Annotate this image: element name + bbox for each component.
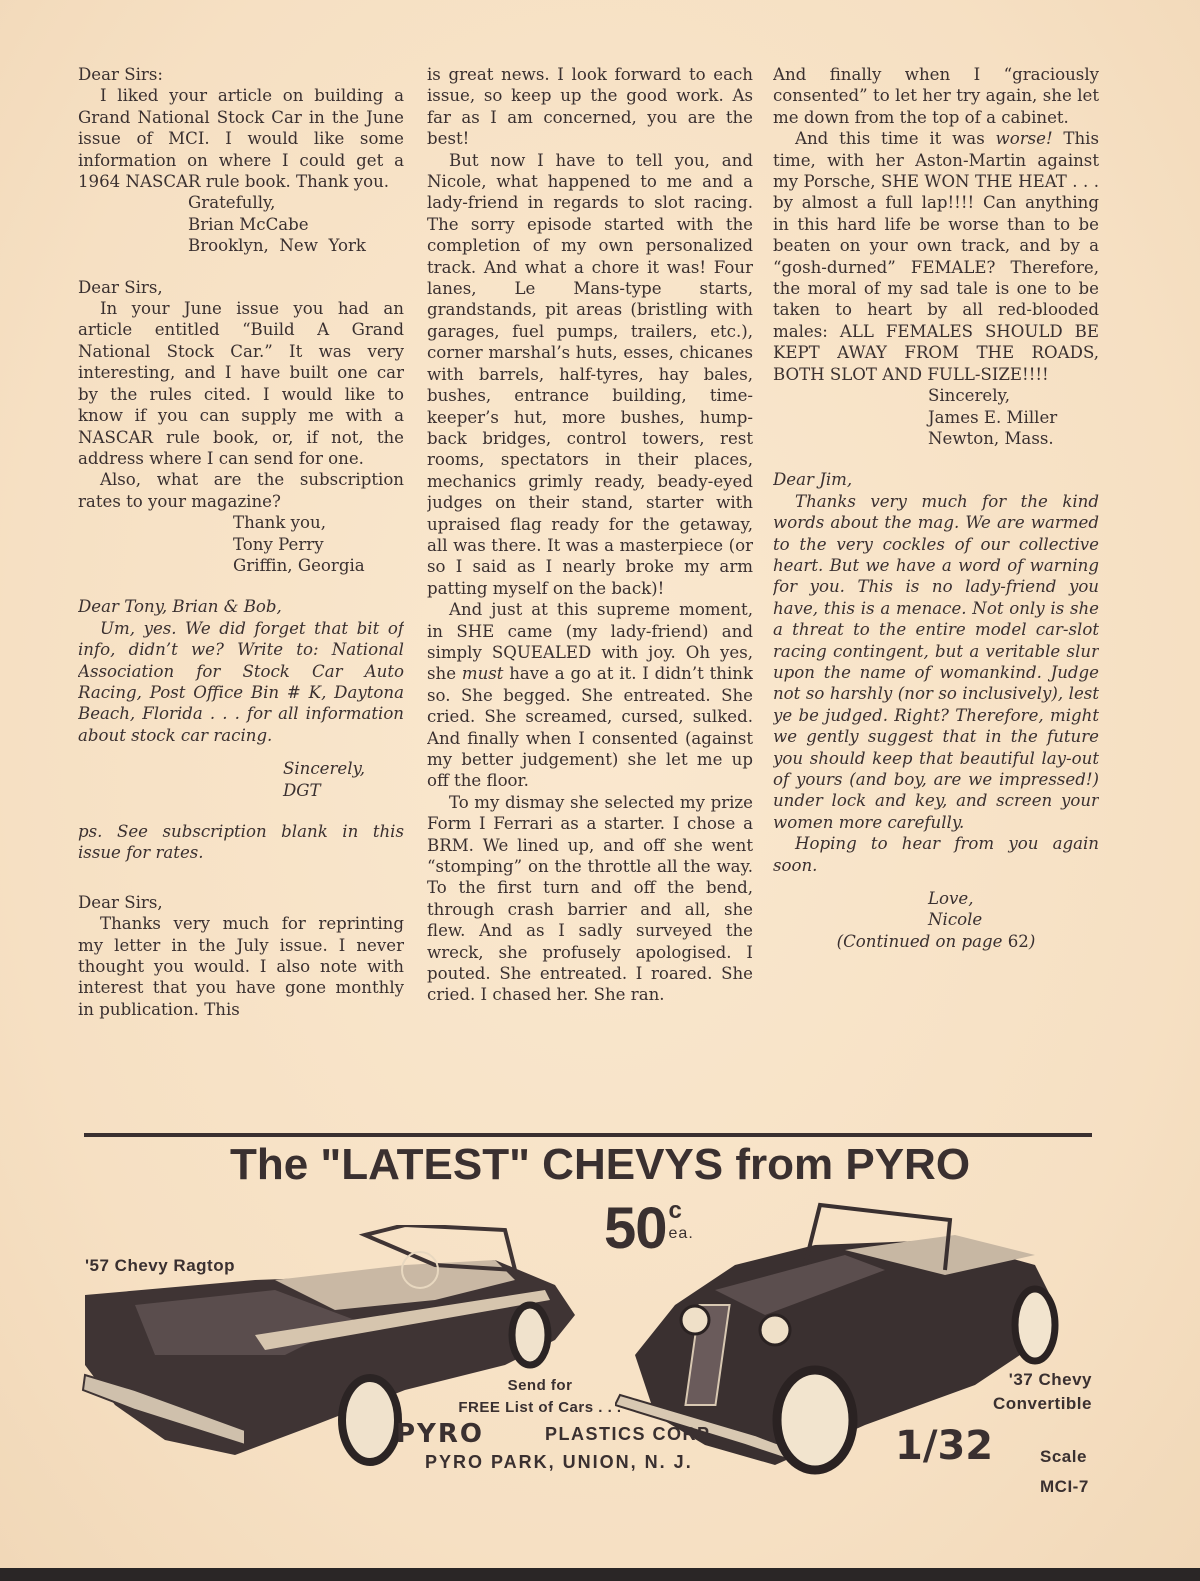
editor-reply-signature: Nicole	[928, 910, 983, 930]
emphasis: must	[461, 664, 504, 684]
letter-body: To my dismay she selected my prize Form I Ferrari as a starter. I chose a BRM. We lined up, and off she went “stomping” on the throttle all the way. To the first turn and off the bend, through crash barrier and all, she flew. And as I sadly surveyed the wreck, she profusely apologised. I pouted. She entreated. I roared. She cried. I chased her. She ran.	[427, 792, 753, 1005]
car-headlight-left	[681, 1306, 709, 1334]
car-rear-wheel	[342, 1378, 398, 1462]
ad-scale-value: 1/32	[895, 1423, 994, 1469]
ad-company-name: PLASTICS CORP.	[545, 1424, 715, 1444]
letter-closing: Sincerely,	[928, 386, 1010, 406]
ad-divider-rule	[84, 1133, 1092, 1137]
pyro-logo: PYRO	[396, 1419, 485, 1449]
column-3	[773, 64, 1099, 1124]
car-front-wheel	[777, 1370, 853, 1470]
car-37-label: '37 Chevy Convertible	[992, 1370, 1092, 1413]
letter-body: And finally when I “graciously consented” to let her try again, she let me down from the top of a cabinet.	[773, 65, 1099, 127]
letter-body: And just at this supreme moment, in SHE came (my lady-friend) and simply SQUEALED with joy. Oh yes, she must have a go at it. I didn’t think so. She begged. She entreated. She cried. She screamed, cursed, sulked. And finally when I consented (against my better judgement) she let me up off the floor.	[427, 600, 753, 791]
car-rear-wheel	[1015, 1289, 1055, 1361]
scan-bottom-edge	[0, 1568, 1200, 1581]
letter-signature-location: Griffin, Georgia	[233, 555, 365, 575]
letter-signature-location: Newton, Mass.	[928, 428, 1054, 448]
letter-body: In your June issue you had an article entitled “Build A Grand National Stock Car.” It was very interesting, and I have built one car by the rules cited. I would like to know if you can supply me with a NASCAR rule book, or, if not, the address where I can send for one.	[78, 299, 404, 468]
car-57-label: '57 Chevy Ragtop	[85, 1256, 235, 1275]
letter-signature-name: Tony Perry	[233, 534, 324, 554]
letter-signature-name: Brian McCabe	[188, 214, 309, 234]
editor-reply-postscript: ps. See subscription blank in this issue for rates.	[78, 822, 404, 863]
letter-signature-name: James E. Miller	[928, 407, 1058, 427]
letter-body: And this time it was worse! This time, with her Aston-Martin against my Porsche, SHE WON THE HEAT . . . by almost a full lap!!!! Can anything in this hard life be worse than to be beaten on your own track, and by a “gosh-durned” FEMALE? Therefore, the moral of my sad tale is one to be taken to heart by all red-blooded males: ALL FEMALES SHOULD BE KEPT AWAY FROM THE ROADS, BOTH SLOT AND FULL-SIZE!!!!	[773, 129, 1099, 384]
ad-send-for: Send for	[507, 1377, 573, 1394]
ad-headline: The "LATEST" CHEVYS from PYRO	[229, 1140, 971, 1189]
price-each: ea.	[668, 1225, 694, 1242]
editor-reply-salutation: Dear Tony, Brian & Bob,	[78, 597, 282, 617]
editor-reply-body: Um, yes. We did forget that bit of info, didn’t we? Write to: National Association for Stock Car Auto Racing, Post Office Bin # K, Daytona Beach, Florida . . . for all information about stock car racing.	[78, 618, 404, 745]
letter-closing: Thank you,	[233, 513, 326, 533]
page-folio: MCI-7	[1040, 1477, 1089, 1496]
editor-reply-signature: DGT	[283, 780, 321, 800]
continued-page-number: 62	[1007, 931, 1029, 951]
letter-body: I liked your article on building a Grand National Stock Car in the June issue of MCI. I would like some information on where I could get a 1964 NASCAR rule book. Thank you.	[78, 86, 404, 192]
ad-free-list: FREE List of Cars . . .	[458, 1399, 622, 1416]
ad-scale-word: Scale	[1040, 1447, 1087, 1466]
continued-notice: (Continued on page 62)	[836, 931, 1036, 951]
emphasis: worse!	[995, 129, 1053, 149]
letter-body: Thanks very much for reprinting my letter in the July issue. I never thought you would. I also note with interest that you have gone monthly in publication. This	[78, 914, 404, 1019]
letter-salutation: Dear Sirs,	[78, 277, 163, 297]
editor-reply-closing: Love,	[928, 889, 974, 909]
editor-reply-body: Hoping to hear from you again soon.	[773, 834, 1099, 875]
column-2	[427, 64, 753, 1124]
letter-salutation: Dear Sirs:	[78, 65, 163, 84]
price-unit: c	[668, 1197, 682, 1224]
editor-reply-salutation: Dear Jim,	[773, 470, 853, 490]
letter-salutation: Dear Sirs,	[78, 892, 163, 912]
column-1	[78, 64, 404, 1124]
price-amount: 50	[604, 1196, 667, 1261]
letter-body: But now I have to tell you, and Nicole, what happened to me and a lady-friend in regards to slot racing. The sorry episode started with the completion of my own personalized track. And what a chore it was! Four lanes, Le Mans-type starts, grandstands, pit areas (bristling with garages, fuel pumps, trailers, etc.), corner marshal’s huts, esses, chicanes with barrels, half-tyres, hay bales, bushes, entrance building, time-keeper’s hut, more bushes, hump-back bridges, control towers, rest rooms, spectators in their places, mechanics grimly ready, beady-eyed judges on their stand, starter with upraised flag ready for the getaway, all was there. It was a masterpiece (or so I said as I nearly broke my arm patting myself on the back)!	[427, 150, 753, 598]
letter-body: is great news. I look forward to each issue, so keep up the good work. As far as I am concerned, you are the best!	[427, 65, 753, 149]
editor-reply-closing: Sincerely,	[283, 759, 365, 779]
car-front-wheel	[512, 1305, 548, 1365]
car-headlight-right	[760, 1315, 790, 1345]
letter-closing: Gratefully,	[188, 193, 276, 213]
letter-body: Also, what are the subscription rates to your magazine?	[78, 470, 404, 511]
ad-company-address: PYRO PARK, UNION, N. J.	[425, 1452, 693, 1472]
editor-reply-body: Thanks very much for the kind words about the mag. We are warmed to the very cockles of our collective heart. But we have a word of warning for you. This is no lady-friend you have, this is a menace. Not only is she a threat to the entire model car-slot racing contingent, but a veritable slur upon the name of womankind. Judge not so harshly (nor so inclusively), lest ye be judged. Right? Therefore, might we gently suggest that in the future you should keep that beautiful lay-out of yours (and boy, are we impressed!) under lock and key, and screen your women more carefully.	[773, 491, 1099, 832]
letter-signature-location: Brooklyn, New York	[188, 236, 366, 256]
